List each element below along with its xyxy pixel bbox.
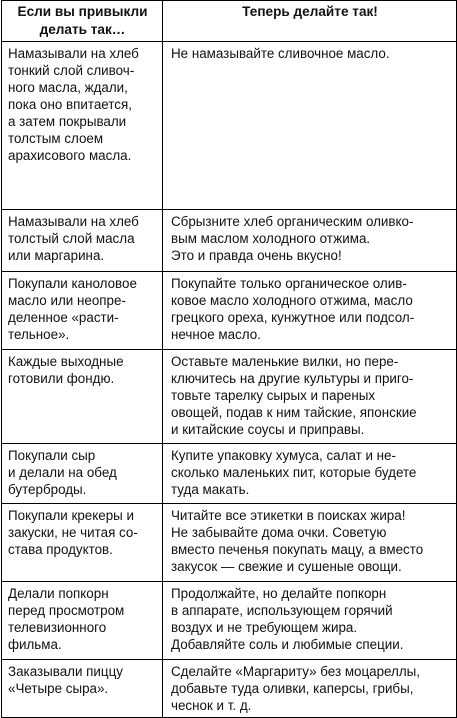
cell-before: Покупали каноловое масло или неопре- деленное «расти- тельное». xyxy=(2,272,163,350)
cell-after: Сделайте «Маргариту» без моцареллы, добавьте туда оливки, каперсы, грибы, чеснок и т. д. xyxy=(163,660,457,718)
cell-before: Заказывали пиццу «Четыре сыра». xyxy=(2,660,163,718)
cell-after: Не намазывайте сливочное масло. xyxy=(163,42,457,210)
table-row xyxy=(2,210,457,272)
table-row xyxy=(2,660,457,718)
cell-after: Продолжайте, но делайте попкорн в аппарате, использующем горячий воздух и не требующем жира. Добавляйте соль и любимые специи. xyxy=(163,582,457,660)
table-header-row xyxy=(2,1,457,42)
cell-before: Делали попкорн перед просмотром телевизионного фильма. xyxy=(2,582,163,660)
header-before: Если вы привыкли делать так… xyxy=(2,1,163,42)
table-row xyxy=(2,42,457,210)
header-after: Теперь делайте так! xyxy=(163,1,457,42)
cell-after: Читайте все этикетки в поисках жира! Не забывайте дома очки. Советую вместо печенья покупать мацу, а вместо закусок — свежие и сушеные овощи. xyxy=(163,504,457,582)
table-row xyxy=(2,272,457,350)
table-row xyxy=(2,504,457,582)
cell-before: Каждые выходные готовили фондю. xyxy=(2,350,163,444)
cell-before: Намазывали на хлеб тонкий слой сливоч- ного масла, ждали, пока оно впитается, а затем покрывали толстым слоем арахисового масла. xyxy=(2,42,163,210)
habits-swap-table xyxy=(1,0,457,718)
cell-before: Покупали сыр и делали на обед бутерброды. xyxy=(2,444,163,504)
table-row xyxy=(2,582,457,660)
cell-after: Купите упаковку хумуса, салат и не- сколько маленьких пит, которые будете туда макать. xyxy=(163,444,457,504)
cell-after: Покупайте только органическое олив- ковое масло холодного отжима, масло грецкого ореха, кунжутное или подсол- нечное масло. xyxy=(163,272,457,350)
cell-after: Сбрызните хлеб органическим оливко- вым маслом холодного отжима. Это и правда очень вкусно! xyxy=(163,210,457,272)
cell-before: Покупали крекеры и закуски, не читая со- става продуктов. xyxy=(2,504,163,582)
table-row xyxy=(2,350,457,444)
table-row xyxy=(2,444,457,504)
cell-after: Оставьте маленькие вилки, но пере- ключитесь на другие культуры и приго- товьте тарелку сырых и пареных овощей, подав к ним тайские, японские и китайские соусы и приправы. xyxy=(163,350,457,444)
cell-before: Намазывали на хлеб толстый слой масла или маргарина. xyxy=(2,210,163,272)
